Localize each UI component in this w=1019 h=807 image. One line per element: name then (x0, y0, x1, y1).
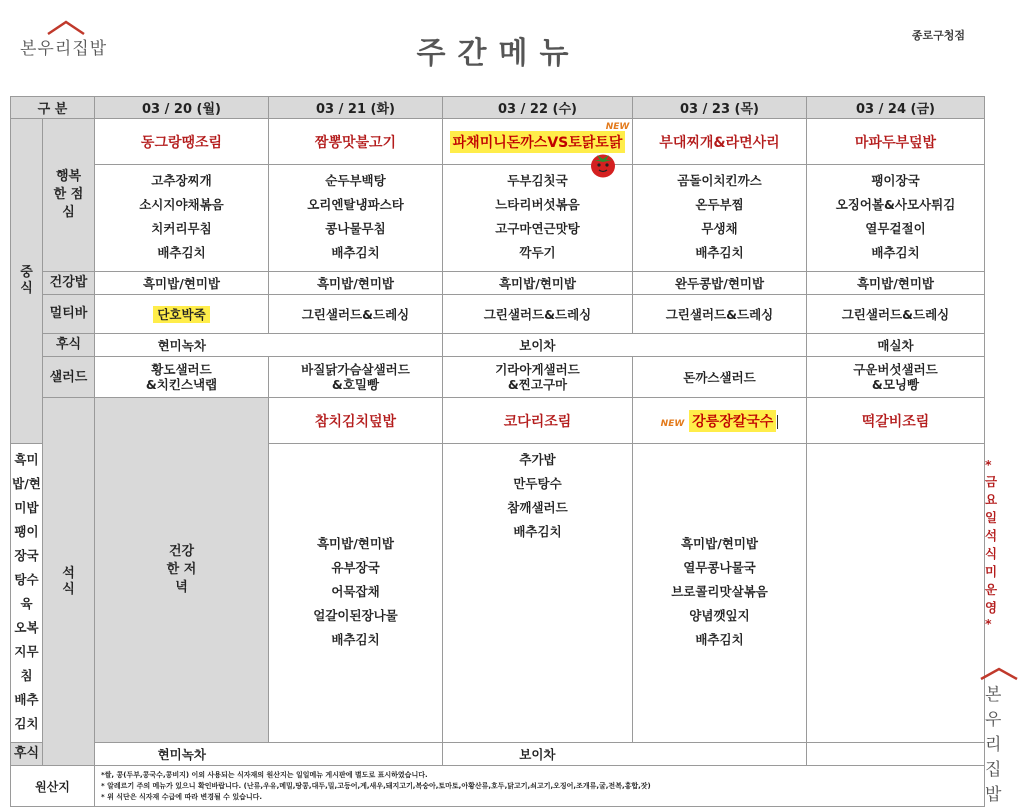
lunch-sides-row (11, 165, 985, 272)
lunch-main-mon (95, 119, 269, 165)
side-dish: 배추김치 (14, 692, 39, 731)
lunch-multibar-row (11, 295, 985, 334)
lunch-sides-wed (443, 165, 633, 272)
main-dish-text: 파채미니돈까스VS토닭토닭 (450, 131, 626, 153)
side-dish: 흑미밥/현미밥 (316, 536, 395, 551)
side-dish: 배추김치 (695, 245, 744, 260)
weekly-menu-table (10, 96, 1003, 807)
side-dish: 흑미밥/현미밥 (680, 536, 759, 551)
page-title: 주간메뉴 (416, 36, 581, 71)
salad-tue (269, 357, 443, 398)
dessert-wed-thu (443, 334, 807, 357)
lunch-sides-mon (95, 165, 269, 272)
multibar-fri: 그린샐러드&드레싱 (807, 295, 985, 334)
origin-line: * 위 식단은 식자재 수급에 따라 변경될 수 있습니다. (101, 792, 263, 801)
main-dish-text: 부대찌개&라면사리 (659, 134, 780, 151)
side-dish: 추가밥 (519, 452, 556, 467)
logo-text: 본우리집밥 (20, 39, 108, 59)
salad-line: &치킨스낵랩 (145, 377, 218, 392)
salad-line: 바질닭가슴살샐러드 (301, 362, 410, 377)
side-dish: 배추김치 (331, 632, 380, 647)
origin-line: *쌀, 콩(두부,콩국수,콩비지) 이외 사용되는 식자재의 원산지는 일일메뉴 게시판에 별도로 표시하였습니다. (101, 770, 428, 779)
side-dish: 유부장국 (331, 560, 380, 575)
side-dish: 곰돌이치킨까스 (677, 173, 762, 188)
lunch-label (11, 119, 43, 444)
dinner-label-text: 석식 (62, 565, 75, 597)
side-dish: 열무겉절이 (865, 221, 926, 236)
salad-line: 구운버섯샐러드 (853, 362, 938, 377)
lunch-sides-fri (807, 165, 985, 272)
side-dish: 오리엔탈냉파스타 (307, 197, 404, 212)
salad-mon (95, 357, 269, 398)
dinner-dessert-mon-tue (95, 743, 443, 766)
salad-line: &모닝빵 (871, 377, 920, 392)
dinner-category (95, 398, 269, 743)
tomato-icon (588, 147, 618, 179)
lunch-sides-tue (269, 165, 443, 272)
side-dish: 배추김치 (513, 524, 562, 539)
side-dish: 배추김치 (871, 245, 920, 260)
main-dish-text: 코다리조림 (503, 413, 572, 430)
day-header-wed: 03 / 22 (수) (443, 97, 633, 119)
multibar-mon-text: 단호박죽 (153, 306, 209, 323)
day-header-fri: 03 / 24 (금) (807, 97, 985, 119)
lunch-main-row (11, 119, 985, 165)
health-tue: 흑미밥/현미밥 (269, 272, 443, 295)
dinner-sides-tue (269, 444, 443, 743)
dinner-sides-mon (11, 444, 43, 743)
health-mon: 흑미밥/현미밥 (95, 272, 269, 295)
dinner-dessert-row (11, 743, 985, 766)
side-dish: 느타리버섯볶음 (495, 197, 580, 212)
main-dish-text: 동그랑땡조림 (140, 134, 223, 151)
salad-label: 샐러드 (43, 357, 95, 398)
multibar-thu: 그린샐러드&드레싱 (633, 295, 807, 334)
side-dish: 고추장찌개 (151, 173, 212, 188)
side-dish: 온두부찜 (695, 197, 744, 212)
lunch-main-thu (633, 119, 807, 165)
side-dish: 순두부백탕 (325, 173, 386, 188)
dinner-label (43, 398, 95, 766)
origin-row (11, 766, 985, 807)
side-dish: 흑미밥/현미밥 (12, 452, 41, 515)
origin-line: * 알레르기 주의 메뉴가 있으니 확인바랍니다. (난류,우유,메밀,땅콩,대두,밀,고등어,게,새우,돼지고기,복숭아,토마토,아황산류,호두,닭고기,쇠고기,오징어,조개류,굴,전복,홍합,잣) (101, 781, 651, 790)
side-dish: 만두탕수 (513, 476, 562, 491)
side-dish: 콩나물무침 (325, 221, 386, 236)
main-dish-text: 짬뽕맛불고기 (314, 134, 397, 151)
dessert-text: 현미녹차 (157, 338, 206, 353)
lunch-main-fri (807, 119, 985, 165)
dinner-main-mon (269, 398, 443, 444)
dinner-category-text: 건강한 저녁 (166, 544, 197, 595)
side-dish: 배추김치 (695, 632, 744, 647)
salad-line: &호밀빵 (331, 377, 380, 392)
dessert-label: 후식 (43, 334, 95, 357)
multibar-tue: 그린샐러드&드레싱 (269, 295, 443, 334)
day-header-thu: 03 / 23 (목) (633, 97, 807, 119)
side-dish: 팽이장국 (871, 173, 920, 188)
lunch-dessert-row (11, 334, 985, 357)
origin-label: 원산지 (11, 766, 95, 807)
lunch-category-text: 행복한 점심 (53, 169, 84, 220)
lunch-sides-thu (633, 165, 807, 272)
new-badge: NEW (605, 121, 630, 132)
side-dish: 팽이장국 (14, 524, 39, 563)
day-header-mon: 03 / 20 (월) (95, 97, 269, 119)
main-dish-text: 참치김치덮밥 (314, 413, 397, 430)
side-dish: 배추김치 (331, 245, 380, 260)
dinner-main-thu (807, 398, 985, 444)
side-dish: 열무콩나물국 (683, 560, 756, 575)
salad-wed (443, 357, 633, 398)
side-dish: 무생채 (701, 221, 738, 236)
dinner-sides-wed (443, 444, 633, 743)
day-header-tue: 03 / 21 (화) (269, 97, 443, 119)
side-dish: 배추김치 (157, 245, 206, 260)
lunch-label-text: 중식 (20, 265, 33, 296)
dinner-dessert-fri (807, 743, 985, 766)
side-dish: 소시지야채볶음 (139, 197, 224, 212)
side-dish: 두부김칫국 (507, 173, 568, 188)
header-row (11, 97, 985, 119)
side-dish: 어묵잡채 (331, 584, 380, 599)
salad-line: 돈까스샐러드 (683, 369, 756, 385)
dessert-fri: 매실차 (807, 334, 985, 357)
dessert-mon-tue (95, 334, 443, 357)
salad-line: &찐고구마 (507, 377, 568, 392)
dinner-dessert-label: 후식 (11, 743, 43, 766)
section-header: 구 분 (11, 97, 95, 119)
dessert-text: 보이차 (519, 338, 556, 353)
origin-notes (95, 766, 985, 807)
health-fri: 흑미밥/현미밥 (807, 272, 985, 295)
side-dish: 치커리무침 (151, 221, 212, 236)
side-dish: 고구마연근맛탕 (495, 221, 580, 236)
lunch-health-row (11, 272, 985, 295)
health-thu: 완두콩밥/현미밥 (633, 272, 807, 295)
dinner-sides-thu (633, 444, 807, 743)
multibar-wed: 그린샐러드&드레싱 (443, 295, 633, 334)
side-dish: 오복지무침 (14, 620, 39, 683)
dinner-main-wed (633, 398, 807, 444)
salad-thu (633, 357, 807, 398)
dinner-main-tue (443, 398, 633, 444)
side-dish: 얼갈이된장나물 (313, 608, 398, 623)
side-dish: 깍두기 (519, 245, 556, 260)
main-dish-text: 떡갈비조림 (861, 413, 930, 430)
multibar-label: 멀티바 (43, 295, 95, 334)
dessert-text: 현미녹차 (157, 747, 206, 762)
new-badge: NEW (660, 418, 685, 429)
text-cursor (777, 415, 778, 429)
roof-icon (979, 667, 1019, 681)
main-dish-text: 마파두부덮밥 (854, 134, 937, 151)
dessert-text: 보이차 (519, 747, 556, 762)
side-dish: 탕수육 (14, 572, 39, 611)
lunch-salad-row (11, 357, 985, 398)
main-dish-text: 강릉장칼국수 (689, 410, 776, 432)
multibar-mon (95, 295, 269, 334)
dinner-dessert-wed-thu (443, 743, 807, 766)
side-dish: 브로콜리맛살볶음 (671, 584, 768, 599)
health-wed: 흑미밥/현미밥 (443, 272, 633, 295)
lunch-main-tue (269, 119, 443, 165)
branch-name: 종로구청점 (911, 29, 965, 42)
health-label: 건강밥 (43, 272, 95, 295)
lunch-category (43, 119, 95, 272)
dinner-main-row: 석식 건강한 저녁 참치김치덮밥 코다리조림 NEW 강릉장칼국수 떡갈비조림 *금요일 석식 미운영* 본우리집밥 (11, 398, 985, 444)
side-dish: 양념깻잎지 (689, 608, 750, 623)
salad-line: 황도샐러드 (151, 362, 212, 377)
side-dish: 오징어볼&사모사튀김 (835, 197, 956, 212)
salad-fri (807, 357, 985, 398)
side-dish: 참깨샐러드 (507, 500, 568, 515)
salad-line: 기라아게샐러드 (495, 362, 580, 377)
